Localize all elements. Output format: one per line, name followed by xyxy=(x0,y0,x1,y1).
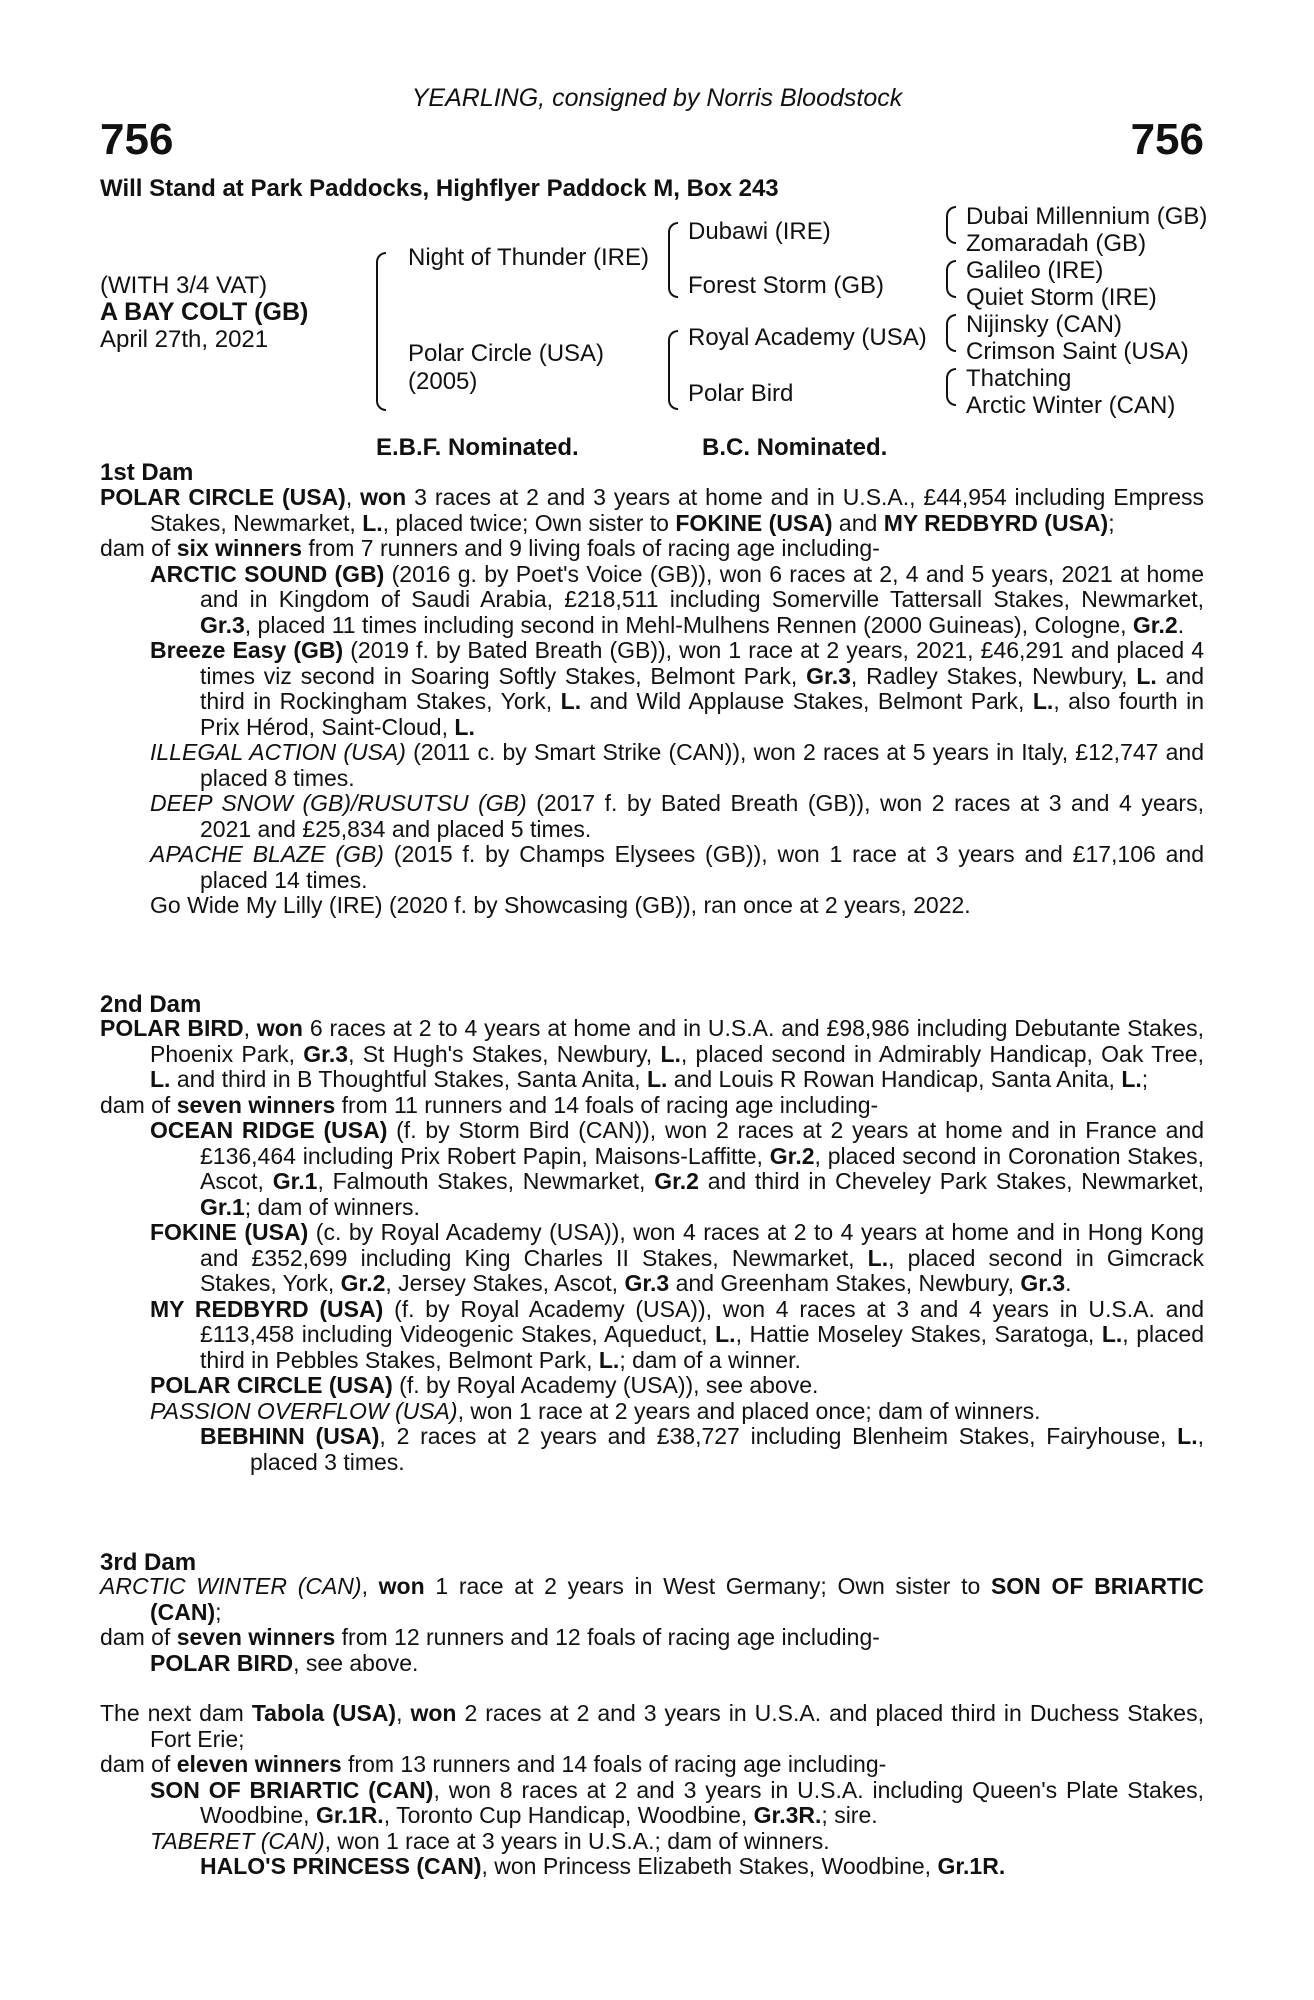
produce-entry xyxy=(100,740,1204,791)
produce-entry xyxy=(100,1778,1204,1829)
listed-label: L. xyxy=(867,1244,889,1271)
text-run: (f. by Storm Bird (CAN)), won 2 races at 2 years at home and in France and £136,464 including Prix Robert Papin, Maisons-Laffitte, xyxy=(200,1117,1204,1169)
text-run: , won 1 race at 2 years and placed once; dam of winners. xyxy=(457,1397,1041,1424)
text-run: , placed 11 times including second in Mehl-Mulhens Rennen (2000 Guineas), Cologne, xyxy=(244,611,1133,638)
catalogue-header: YEARLING, consigned by Norris Bloodstock xyxy=(411,84,903,112)
produce-entry xyxy=(100,1651,1204,1677)
pedigree-bracket-ss xyxy=(946,206,956,244)
second-dam-record: POLAR BIRD, won 6 races at 2 to 4 years at home and in U.S.A. and £98,986 including Debutante Stakes, Phoenix Park, Gr.3, St Hugh's Stakes, Newbury, L., placed second in Admirably Handicap, Oak Tree, L. and third in B Thoughtful Stakes, Santa Anita, L. and Louis R Rowan Handicap, Santa Anita, L.; xyxy=(100,1015,1204,1092)
group-label: Gr.2 xyxy=(769,1142,815,1169)
produce-name: MY REDBYRD (USA) xyxy=(150,1295,384,1322)
listed-label: L. xyxy=(660,1040,681,1067)
won-label: won xyxy=(360,484,407,510)
pedigree-dds: Thatching xyxy=(966,365,1072,392)
listed-label: L. xyxy=(598,1346,620,1373)
produce-name: ARCTIC SOUND (GB) xyxy=(150,560,385,587)
group-label: Gr.2 xyxy=(340,1270,386,1296)
next-dam-block xyxy=(100,1701,1204,1880)
text-run: (2019 f. by Bated Breath (GB)), won 1 race at 2 years, 2021, £46,291 and placed 4 times viz second in Soaring Softly Stakes, Belmont Park, xyxy=(200,637,1205,689)
text-run: , 2 races at 2 years and £38,727 including Blenheim Stakes, Fairyhouse, xyxy=(379,1423,1178,1449)
pedigree-bracket-dam xyxy=(668,330,678,410)
listed-label: L. xyxy=(454,713,475,740)
produce-entry xyxy=(100,1829,1204,1855)
listed-label: L. xyxy=(1177,1423,1198,1449)
text-run: (f. by Royal Academy (USA)), see above. xyxy=(392,1372,819,1398)
won-label: won xyxy=(378,1573,425,1599)
winners-count: seven winners xyxy=(176,1624,336,1650)
pedigree-ddd: Arctic Winter (CAN) xyxy=(966,392,1176,419)
text-run: , placed 3 times. xyxy=(250,1423,1204,1475)
pedigree-dam: Polar Circle (USA) xyxy=(408,340,605,367)
text-run: 6 races at 2 to 4 years at home and in U.S.A. and £98,986 including Debutante Stakes, Phoenix Park, xyxy=(150,1015,1204,1067)
produce-entry: Go Wide My Lilly (IRE) (2020 f. by Showcasing (GB)), ran once at 2 years, 2022. xyxy=(150,892,971,918)
listed-label: L. xyxy=(646,1066,668,1092)
text-run: , Radley Stakes, Newbury, xyxy=(850,662,1137,689)
text-run: and third in Cheveley Park Stakes, Newmarket, xyxy=(698,1168,1204,1194)
listed-label: L. xyxy=(560,688,582,714)
produce-name: HALO'S PRINCESS (CAN) xyxy=(200,1853,482,1879)
group-label: Gr.1 xyxy=(200,1193,245,1220)
text-run: ; xyxy=(215,1598,222,1625)
text-run: 3 races at 2 and 3 years at home and in U.S.A., £44,954 including Empress Stakes, Newmarket, xyxy=(150,484,1204,536)
produce-entry xyxy=(100,1399,1204,1425)
text-run: (2017 f. by Bated Breath (GB)), won 2 races at 3 and 4 years, 2021 and £25,834 and placed 5 times. xyxy=(200,790,1204,842)
pedigree-dsd: Crimson Saint (USA) xyxy=(966,338,1189,365)
text-run: (f. by Royal Academy (USA)), won 4 races at 3 and 4 years in U.S.A. and £113,458 including Videogenic Stakes, Aqueduct, xyxy=(200,1295,1205,1347)
sibling-name: SON OF BRIARTIC (CAN) xyxy=(150,1573,1204,1625)
listed-label: L. xyxy=(1101,1321,1123,1347)
next-dam-produce-summary xyxy=(100,1752,1204,1778)
group-label: Gr.2 xyxy=(654,1168,699,1194)
group-label: Gr.3 xyxy=(200,611,245,638)
text-run: , won 1 race at 3 years in U.S.A.; dam of winners. xyxy=(324,1827,830,1854)
produce-name: DEEP SNOW (GB)/RUSUTSU (GB) xyxy=(150,790,527,816)
text-run: , Toronto Cup Handicap, Woodbine, xyxy=(383,1802,754,1828)
pedigree-dss: Nijinsky (CAN) xyxy=(966,311,1122,338)
pedigree-ssd: Zomaradah (GB) xyxy=(966,230,1147,257)
vat-note: (WITH 3/4 VAT) xyxy=(100,272,268,299)
produce-entry xyxy=(100,1373,1204,1399)
stand-location: Will Stand at Park Paddocks, Highflyer Paddock M, Box 243 xyxy=(100,175,779,202)
text-run: , Falmouth Stakes, Newmarket, xyxy=(317,1168,655,1194)
text-run: (2016 g. by Poet's Voice (GB)), won 6 races at 2, 4 and 5 years, 2021 at home and in Kingdom of Saudi Arabia, £218,511 including Somerville Tattersall Stakes, Newmarket, xyxy=(200,560,1204,612)
pedigree-sdd: Quiet Storm (IRE) xyxy=(966,284,1157,311)
text-run: dam of xyxy=(100,1624,177,1650)
group-label: Gr.3 xyxy=(806,662,851,689)
text-run: from 11 runners and 14 foals of racing age including- xyxy=(335,1091,879,1118)
text-run: , placed third in Pebbles Stakes, Belmont Park, xyxy=(200,1321,1205,1373)
text-run: . xyxy=(1177,611,1185,638)
text-run: ; sire. xyxy=(821,1802,878,1828)
pedigree-sire-dam: Forest Storm (GB) xyxy=(688,272,885,299)
group-label: Gr.1 xyxy=(272,1168,318,1194)
won-label: won xyxy=(410,1700,457,1726)
pedigree-sire: Night of Thunder (IRE) xyxy=(408,244,649,271)
pedigree-bracket-ds xyxy=(946,314,956,352)
produce-entry xyxy=(100,1220,1204,1297)
text-run: and Wild Applause Stakes, Belmont Park, xyxy=(581,688,1033,714)
produce-entry xyxy=(100,638,1204,740)
third-dam-produce-summary xyxy=(100,1625,1204,1651)
produce-entry xyxy=(100,1118,1204,1220)
text-run: ; xyxy=(1141,1066,1149,1092)
dam-name: POLAR CIRCLE (USA) xyxy=(100,484,346,510)
group-label: Gr.3R. xyxy=(753,1802,822,1828)
listed-label: L. xyxy=(715,1321,736,1347)
sibling-name: MY REDBYRD (USA) xyxy=(883,509,1109,536)
text-run: , placed twice; Own sister to xyxy=(382,509,676,536)
pedigree-dam-sire: Royal Academy (USA) xyxy=(688,324,927,351)
group-label: Gr.1R. xyxy=(315,1802,384,1828)
text-run: , also fourth in Prix Hérod, Saint-Cloud, xyxy=(200,688,1205,740)
horse-dob: April 27th, 2021 xyxy=(100,326,269,353)
pedigree-bracket-dd xyxy=(946,368,956,406)
text-run: from 12 runners and 12 foals of racing age including- xyxy=(335,1624,880,1650)
listed-label: L. xyxy=(1032,688,1054,714)
section-first-dam: 1st Dam xyxy=(100,459,194,486)
first-dam-record: POLAR CIRCLE (USA), won 3 races at 2 and 3 years at home and in U.S.A., £44,954 including Empress Stakes, Newmarket, L., placed twice; Own sister to FOKINE (USA) and MY REDBYRD (USA); xyxy=(100,484,1204,536)
produce-name: BEBHINN (USA) xyxy=(200,1423,380,1449)
text-run: ; dam of winners. xyxy=(244,1193,420,1220)
listed-label: L. xyxy=(1136,662,1157,689)
listed-label: L. xyxy=(1121,1066,1142,1092)
second-dam-block xyxy=(100,1016,1204,1475)
third-dam-record: ARCTIC WINTER (CAN), won 1 race at 2 years in West Germany; Own sister to SON OF BRIARTIC (CAN); xyxy=(100,1573,1204,1625)
produce-entry xyxy=(100,1424,1204,1475)
group-label: Gr.1R. xyxy=(937,1853,1006,1879)
produce-name: APACHE BLAZE (GB) xyxy=(150,841,384,867)
produce-name: OCEAN RIDGE (USA) xyxy=(150,1117,388,1143)
group-label: Gr.2 xyxy=(1132,611,1178,638)
lot-number-left: 756 xyxy=(100,115,174,164)
pedigree-bracket-sd xyxy=(946,260,956,298)
text-run: (c. by Royal Academy (USA)), won 4 races at 2 to 4 years at home and in Hong Kong and £352,699 including King Charles II Stakes, Newmarket, xyxy=(200,1219,1204,1271)
produce-name: SON OF BRIARTIC (CAN) xyxy=(150,1776,434,1803)
section-third-dam: 3rd Dam xyxy=(100,1549,197,1576)
dam-name: POLAR BIRD xyxy=(100,1015,244,1041)
text-run: , placed second in Coronation Stakes, Ascot, xyxy=(200,1142,1205,1194)
pedigree-bracket-main xyxy=(376,252,386,411)
text-run: 2 races at 2 and 3 years in U.S.A. and placed third in Duchess Stakes, Fort Erie; xyxy=(150,1700,1204,1752)
next-dam-record: The next dam Tabola (USA), won 2 races at 2 and 3 years in U.S.A. and placed third in Duchess Stakes, Fort Erie; xyxy=(100,1700,1204,1752)
text-run: and third in B Thoughtful Stakes, Santa Anita, xyxy=(170,1066,647,1092)
text-run: , St Hugh's Stakes, Newbury, xyxy=(348,1040,661,1067)
winners-count: eleven winners xyxy=(176,1751,342,1777)
third-dam-block xyxy=(100,1574,1204,1676)
pedigree-dam-dam: Polar Bird xyxy=(688,380,794,407)
text-run: ; xyxy=(1108,509,1115,536)
dam-name: ARCTIC WINTER (CAN) xyxy=(100,1573,362,1599)
text-run: , Hattie Moseley Stakes, Saratoga, xyxy=(735,1321,1102,1347)
second-dam-produce-summary xyxy=(100,1093,1204,1119)
section-second-dam: 2nd Dam xyxy=(100,991,202,1018)
produce-name: POLAR BIRD xyxy=(150,1649,294,1676)
produce-entry xyxy=(100,791,1204,842)
ebf-nomination: E.B.F. Nominated. xyxy=(376,434,579,461)
text-run: , placed second in Gimcrack Stakes, York, xyxy=(200,1244,1204,1296)
winners-count: seven winners xyxy=(176,1091,336,1118)
text-run: (2015 f. by Champs Elysees (GB)), won 1 race at 3 years and £17,106 and placed 14 times. xyxy=(200,841,1204,893)
first-dam-block xyxy=(100,485,1204,919)
first-dam-produce-summary xyxy=(100,536,1204,562)
text-run: , placed second in Admirably Handicap, Oak Tree, xyxy=(680,1040,1204,1067)
text-run: , Jersey Stakes, Ascot, xyxy=(385,1270,625,1296)
text-run: , see above. xyxy=(293,1649,419,1676)
group-label: Gr.3 xyxy=(303,1040,349,1067)
group-label: Gr.3 xyxy=(1020,1270,1066,1296)
sibling-name: FOKINE (USA) xyxy=(675,509,833,536)
produce-entry xyxy=(100,1297,1204,1374)
text-run: and third in Rockingham Stakes, York, xyxy=(200,662,1204,714)
text-run: , won 8 races at 2 and 3 years in U.S.A. including Queen's Plate Stakes, Woodbine, xyxy=(200,1776,1204,1828)
pedigree-sds: Galileo (IRE) xyxy=(966,257,1104,284)
dam-name: Tabola (USA) xyxy=(251,1700,397,1726)
bc-nomination: B.C. Nominated. xyxy=(702,434,888,461)
text-run: The next dam xyxy=(100,1700,252,1726)
text-run: ; dam of a winner. xyxy=(619,1346,801,1373)
text-run: from 7 runners and 9 living foals of racing age including- xyxy=(302,535,880,561)
produce-entry xyxy=(100,1854,1204,1880)
produce-name: POLAR CIRCLE (USA) xyxy=(150,1372,393,1398)
produce-name: Breeze Easy (GB) xyxy=(150,637,344,663)
text-run: and Greenham Stakes, Newbury, xyxy=(669,1270,1021,1296)
text-run: from 13 runners and 14 foals of racing age including- xyxy=(341,1751,887,1777)
text-run: dam of xyxy=(100,1751,177,1777)
text-run: dam of xyxy=(100,535,177,561)
pedigree-dam-year: (2005) xyxy=(408,368,478,395)
listed-label: L. xyxy=(150,1066,171,1092)
listed-label: L. xyxy=(362,509,383,536)
text-run: . xyxy=(1065,1270,1072,1296)
produce-name: ILLEGAL ACTION (USA) xyxy=(150,739,406,765)
text-run: and xyxy=(832,509,884,536)
text-run: , won Princess Elizabeth Stakes, Woodbine, xyxy=(481,1853,938,1879)
winners-count: six winners xyxy=(176,535,302,561)
text-run: (2011 c. by Smart Strike (CAN)), won 2 races at 5 years in Italy, £12,747 and placed 8 times. xyxy=(200,739,1204,791)
produce-entry xyxy=(100,842,1204,893)
horse-name: A BAY COLT (GB) xyxy=(100,298,309,326)
text-run: 1 race at 2 years in West Germany; Own sister to xyxy=(424,1573,991,1599)
pedigree-sss: Dubai Millennium (GB) xyxy=(966,203,1208,230)
text-run: dam of xyxy=(100,1091,177,1118)
produce-name: FOKINE (USA) xyxy=(150,1219,309,1245)
won-label: won xyxy=(256,1015,303,1041)
pedigree-sire-sire: Dubawi (IRE) xyxy=(688,218,831,245)
lot-number-right: 756 xyxy=(1130,115,1204,164)
group-label: Gr.3 xyxy=(624,1270,670,1296)
text-run: and Louis R Rowan Handicap, Santa Anita, xyxy=(667,1066,1122,1092)
pedigree-bracket-sire xyxy=(668,222,678,298)
produce-name: PASSION OVERFLOW (USA) xyxy=(150,1397,458,1424)
produce-entry xyxy=(100,562,1204,639)
produce-name: TABERET (CAN) xyxy=(150,1827,325,1854)
